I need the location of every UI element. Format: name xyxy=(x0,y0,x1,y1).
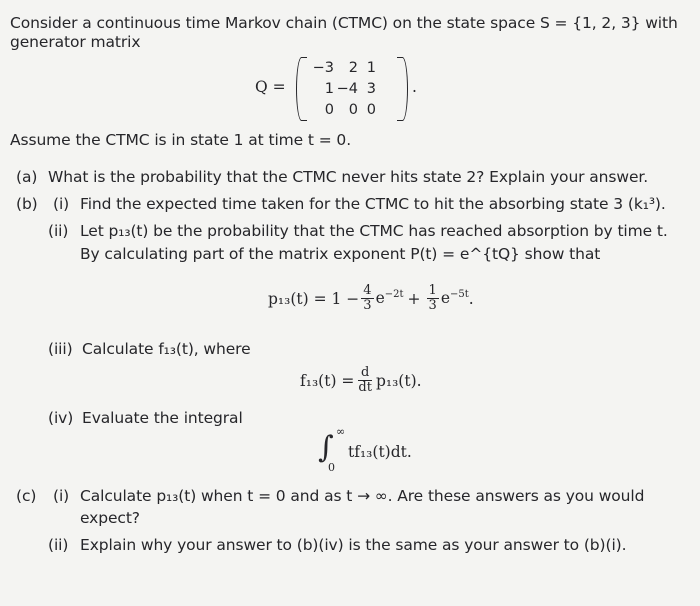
fraction-one-third xyxy=(427,284,439,313)
f13-rhs: p₁₃(t). xyxy=(375,371,422,390)
part-b-iv-label: (iv) xyxy=(48,409,74,427)
part-a-text: What is the probability that the CTMC never hits state 2? Explain your answer. xyxy=(48,168,649,186)
integral-expression xyxy=(318,425,468,475)
integral-sign: ∫ xyxy=(318,430,334,465)
part-b-iv-text: Evaluate the integral xyxy=(82,409,243,427)
integral-lower-limit: 0 xyxy=(328,461,335,474)
intro-line-1: Consider a continuous time Markov chain (CTMC) on the state space S = {1, 2, 3} with xyxy=(10,14,678,32)
integrand: tf₁₃(t)dt. xyxy=(348,443,412,461)
fraction-four-thirds xyxy=(361,284,373,313)
part-c-i-label: (i) xyxy=(53,487,70,505)
frac-denominator: 3 xyxy=(363,298,372,313)
matrix-cell: 0 xyxy=(366,102,376,118)
exp-base: e xyxy=(440,289,450,308)
matrix-cell: 1 xyxy=(366,60,376,76)
p13-lhs: p₁₃(t) = 1 − xyxy=(268,289,360,308)
part-b-ii-line-1: Let p₁₃(t) be the probability that the CTMC has reached absorption by time t. xyxy=(80,222,668,240)
matrix-name: Q = xyxy=(255,78,286,96)
part-c-i-line-1: Calculate p₁₃(t) when t = 0 and as t → ∞. Are these answers as you would xyxy=(80,487,645,505)
frac-numerator: 4 xyxy=(363,283,372,298)
part-b-label: (b) xyxy=(16,195,38,213)
plus-sign: + xyxy=(407,289,421,308)
exp-term-2 xyxy=(441,289,469,307)
exp-power: −5t xyxy=(450,289,469,301)
matrix-cell: 1 xyxy=(324,81,334,97)
deriv-denominator: dt xyxy=(358,380,372,395)
integral-upper-limit: ∞ xyxy=(336,425,346,438)
generator-matrix xyxy=(296,57,408,121)
part-b-iii-text: Calculate f₁₃(t), where xyxy=(82,340,251,358)
matrix-cell: −4 xyxy=(336,81,358,97)
part-c-i-line-2: expect? xyxy=(80,509,140,527)
frac-denominator: 3 xyxy=(428,298,437,313)
part-b-iii-label: (iii) xyxy=(48,340,73,358)
matrix-cell: −3 xyxy=(312,60,334,76)
matrix-cell: 3 xyxy=(366,81,376,97)
equation-end: . xyxy=(468,289,474,308)
p13-equation xyxy=(268,284,474,313)
assumption: Assume the CTMC is in state 1 at time t = 0. xyxy=(10,131,352,149)
matrix-left-paren xyxy=(296,57,307,121)
matrix-cell: 2 xyxy=(348,60,358,76)
f13-equation xyxy=(300,366,422,395)
part-a-label: (a) xyxy=(16,168,38,186)
part-b-i-label: (i) xyxy=(53,195,70,213)
matrix-right-paren xyxy=(397,57,408,121)
part-b-ii-label: (ii) xyxy=(48,222,69,240)
part-c-label: (c) xyxy=(16,487,37,505)
intro-line-2: generator matrix xyxy=(10,33,141,51)
exp-base: e xyxy=(375,289,385,308)
f13-lhs: f₁₃(t) = xyxy=(300,371,355,390)
derivative-operator xyxy=(358,366,372,395)
part-b-i-text: Find the expected time taken for the CTMC to hit the absorbing state 3 (k₁³). xyxy=(80,195,666,213)
exp-term-1 xyxy=(376,289,404,307)
matrix-entries xyxy=(310,59,376,120)
exp-power: −2t xyxy=(384,289,404,301)
matrix-cell: 0 xyxy=(324,102,334,118)
part-c-ii-text: Explain why your answer to (b)(iv) is the same as your answer to (b)(i). xyxy=(80,536,627,554)
part-b-ii-line-2: By calculating part of the matrix exponent P(t) = e^{tQ} show that xyxy=(80,245,601,263)
part-c-ii-label: (ii) xyxy=(48,536,69,554)
deriv-numerator: d xyxy=(358,366,372,381)
matrix-end: . xyxy=(412,78,417,96)
frac-numerator: 1 xyxy=(428,283,437,298)
matrix-cell: 0 xyxy=(348,102,358,118)
